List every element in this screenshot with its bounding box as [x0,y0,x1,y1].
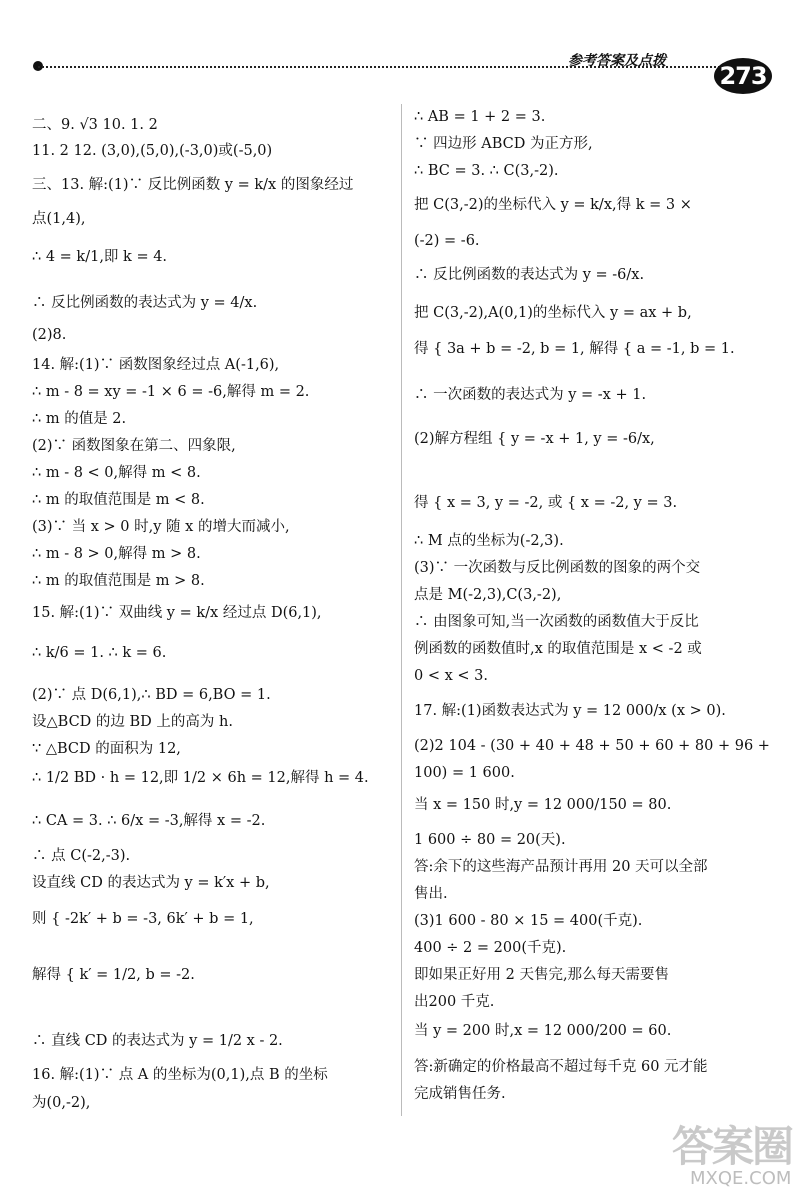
column-divider [401,104,402,1116]
answer-line: ∴ BC = 3. ∴ C(3,-2). [414,163,559,179]
answer-line: 把 C(3,-2),A(0,1)的坐标代入 y = ax + b, [414,305,692,321]
answer-line: 售出. [414,886,448,902]
answer-line: ∴ 反比例函数的表达式为 y = -6/x. [414,267,645,283]
answer-line: 点(1,4), [32,211,86,227]
answer-line: ∴ 直线 CD 的表达式为 y = 1/2 x - 2. [32,1033,283,1049]
watermark-logo: 答案圈 [672,1122,793,1171]
answer-line: (3)∵ 当 x > 0 时,y 随 x 的增大而减小, [32,519,290,535]
answer-line: 设直线 CD 的表达式为 y = k′x + b, [32,875,270,891]
answer-line: (2)解方程组 { y = -x + 1, y = -6/x, [414,431,655,447]
answer-line: 0 < x < 3. [414,668,488,684]
answer-line: 即如果正好用 2 天售完,那么每天需要售 [414,967,670,983]
answer-line: 为(0,-2), [32,1095,91,1111]
answer-line: (-2) = -6. [414,233,480,249]
answer-line: 得 { 3a + b = -2, b = 1, 解得 { a = -1, b = 1. [414,341,735,357]
answer-line: ∵ 四边形 ABCD 为正方形, [414,136,593,152]
answer-line: ∴ m - 8 > 0,解得 m > 8. [32,546,201,562]
answer-line: ∴ 1/2 BD · h = 12,即 1/2 × 6h = 12,解得 h = 4. [32,770,369,786]
answer-line: 解得 { k′ = 1/2, b = -2. [32,967,195,983]
answer-line: (3)∵ 一次函数与反比例函数的图象的两个交 [414,560,701,576]
answer-line: 则 { -2k′ + b = -3, 6k′ + b = 1, [32,911,254,927]
answer-line: 答:新确定的价格最高不超过每千克 60 元才能 [414,1059,708,1075]
answer-line: ∴ M 点的坐标为(-2,3). [414,533,564,549]
answer-line: (3)1 600 - 80 × 15 = 400(千克). [414,913,643,929]
answer-line: 完成销售任务. [414,1086,506,1102]
answer-line: ∴ k/6 = 1. ∴ k = 6. [32,645,167,661]
answer-line: ∴ m 的取值范围是 m < 8. [32,492,205,508]
answer-line: ∴ m - 8 = xy = -1 × 6 = -6,解得 m = 2. [32,384,310,400]
answer-line: 14. 解:(1)∵ 函数图象经过点 A(-1,6), [32,357,280,373]
answer-line: 点是 M(-2,3),C(3,-2), [414,587,562,603]
watermark-url: MXQE.COM [690,1168,792,1189]
answer-line: 得 { x = 3, y = -2, 或 { x = -2, y = 3. [414,495,678,511]
answer-line: ∴ m 的值是 2. [32,411,127,427]
answer-line: ∴ m 的取值范围是 m > 8. [32,573,205,589]
answer-line: 16. 解:(1)∵ 点 A 的坐标为(0,1),点 B 的坐标 [32,1067,328,1083]
answer-line: 当 y = 200 时,x = 12 000/200 = 60. [414,1023,672,1039]
answer-line: 17. 解:(1)函数表达式为 y = 12 000/x (x > 0). [414,703,726,719]
answer-line: 当 x = 150 时,y = 12 000/150 = 80. [414,797,672,813]
answer-line: (2)2 104 - (30 + 40 + 48 + 50 + 60 + 80 + 96 + [414,738,770,754]
answer-line: ∴ 一次函数的表达式为 y = -x + 1. [414,387,647,403]
answer-line: 答:余下的这些海产品预计再用 20 天可以全部 [414,859,708,875]
answer-line: 15. 解:(1)∵ 双曲线 y = k/x 经过点 D(6,1), [32,605,322,621]
answer-line: 出200 千克. [414,994,495,1010]
answer-line: ∴ m - 8 < 0,解得 m < 8. [32,465,201,481]
answer-line: ∴ 由图象可知,当一次函数的函数值大于反比 [414,614,699,630]
answer-line: 设△BCD 的边 BD 上的高为 h. [32,714,233,730]
answer-line: 1 600 ÷ 80 = 20(天). [414,832,566,848]
answer-line: 把 C(3,-2)的坐标代入 y = k/x,得 k = 3 × [414,197,692,213]
answer-line: 三、13. 解:(1)∵ 反比例函数 y = k/x 的图象经过 [32,177,354,193]
answer-line: ∴ 点 C(-2,-3). [32,848,131,864]
answer-line: 例函数的函数值时,x 的取值范围是 x < -2 或 [414,641,702,657]
answer-line: 400 ÷ 2 = 200(千克). [414,940,567,956]
answer-line: ∴ 反比例函数的表达式为 y = 4/x. [32,295,258,311]
page-number: 273 [714,58,772,94]
answer-line: ∴ AB = 1 + 2 = 3. [414,109,546,125]
answer-line: (2)∵ 函数图象在第二、四象限, [32,438,236,454]
header-title: 参考答案及点拨 [568,53,666,69]
answer-line: ∴ 4 = k/1,即 k = 4. [32,249,168,265]
answer-line: 二、9. √3 10. 1. 2 [32,117,158,133]
answer-line: (2)8. [32,327,67,343]
answer-line: (2)∵ 点 D(6,1),∴ BD = 6,BO = 1. [32,687,271,703]
answer-line: ∴ CA = 3. ∴ 6/x = -3,解得 x = -2. [32,813,266,829]
answer-line: ∵ △BCD 的面积为 12, [32,741,181,757]
answer-line: 100) = 1 600. [414,765,515,781]
answer-line: 11. 2 12. (3,0),(5,0),(-3,0)或(-5,0) [32,143,273,159]
